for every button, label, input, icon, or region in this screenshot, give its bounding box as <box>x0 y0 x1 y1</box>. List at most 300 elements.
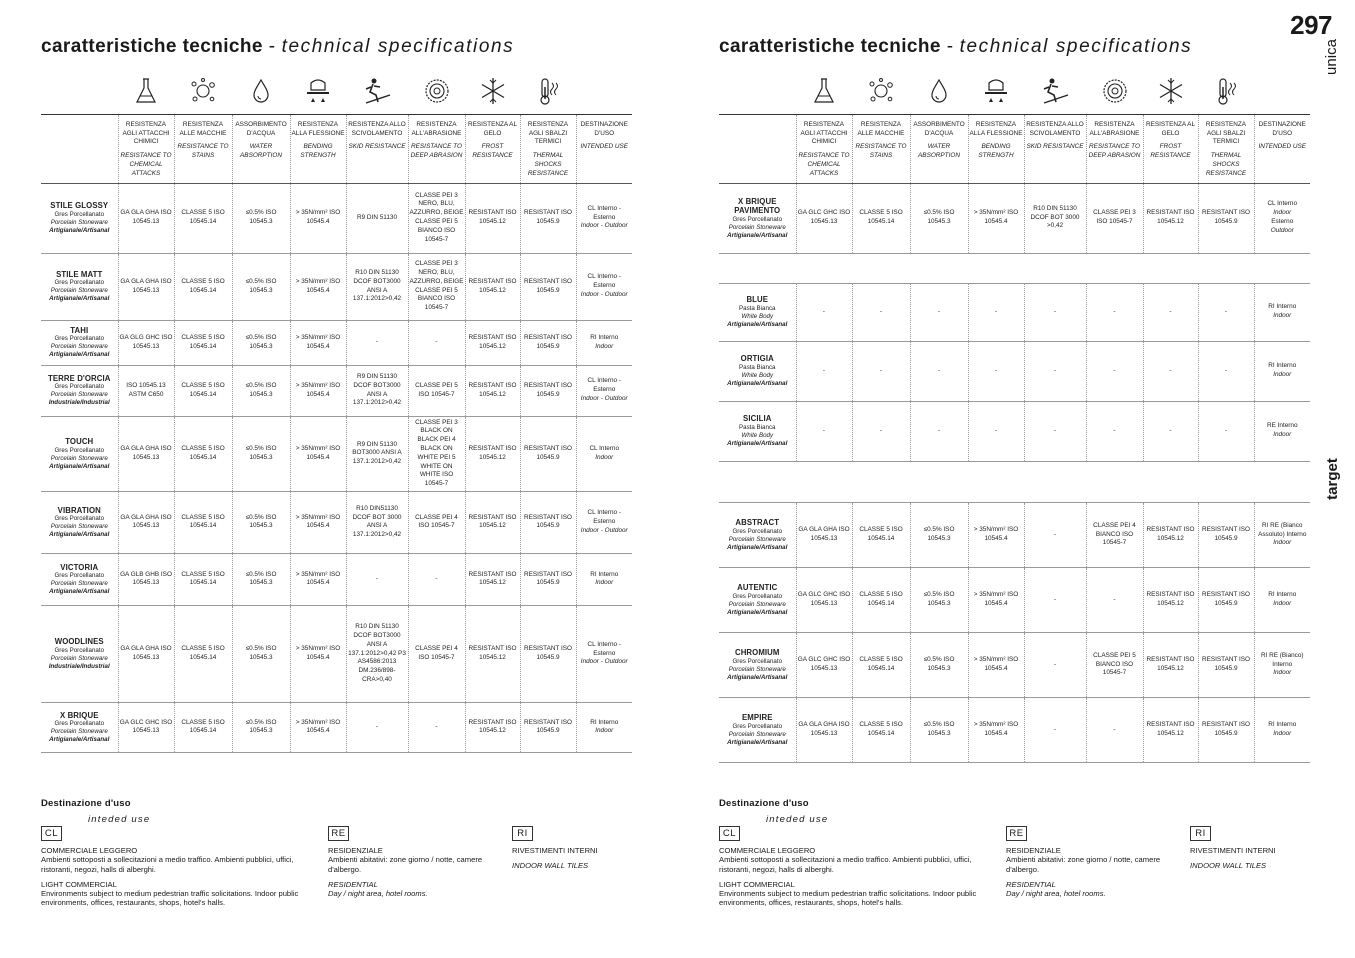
row-spacer <box>719 253 1310 283</box>
abrasion-disc-icon <box>422 75 452 107</box>
use-code: RI Interno <box>590 333 619 341</box>
product-material-en: Porcelain Stoneware <box>50 391 108 399</box>
spec-cell-abrasion: - <box>1086 698 1143 763</box>
product-cell <box>41 416 118 491</box>
spec-cell-bending: > 35N/mm² ISO 10545.4 <box>290 183 346 253</box>
spec-cell-stains: CLASSE 5 ISO 10545.14 <box>852 633 910 698</box>
use-en: Indoor <box>595 727 614 735</box>
product-material: Gres Porcellanato <box>54 446 105 454</box>
spec-cell-frost: RESISTANT ISO 10545.12 <box>465 416 520 491</box>
spec-cell-skid: R9 DIN 51130 <box>346 183 408 253</box>
spec-cell-chem: - <box>796 341 852 401</box>
column-header-en: FROST RESISTANCE <box>1150 143 1191 160</box>
spec-cell-chem: GA GLA GHA ISO 10545.13 <box>118 491 174 553</box>
product-material: Gres Porcellanato <box>54 572 105 580</box>
use-en: Indoor - Outdoor <box>580 222 628 230</box>
intended-use-cell <box>576 320 632 365</box>
intended-use-cell <box>1254 503 1310 568</box>
product-name: AUTENTIC <box>737 583 778 593</box>
spec-cell-frost: - <box>1143 341 1198 401</box>
spec-cell-thermal: - <box>1198 341 1254 401</box>
legend-re-head: RESIDENZIALE <box>328 846 383 856</box>
product-name: ORTIGIA <box>740 354 774 364</box>
spec-cell-frost: - <box>1143 283 1198 341</box>
icon-cell <box>852 73 910 114</box>
column-header <box>465 114 520 183</box>
spec-cell-frost: RESISTANT ISO 10545.12 <box>465 553 520 605</box>
spec-cell-thermal: RESISTANT ISO 10545.9 <box>520 320 576 365</box>
column-header-it: RESISTENZA AGLI ATTACCHI CHIMICI <box>122 120 170 146</box>
spec-cell-frost: - <box>1143 401 1198 461</box>
table-row <box>719 341 1310 401</box>
icon-cell <box>1086 73 1143 114</box>
product-name: TERRE D'ORCIA <box>48 373 111 383</box>
intended-use-cell <box>1254 633 1310 698</box>
legend-re-text-en: Day / night area, hotel rooms. <box>328 889 428 899</box>
right-page <box>678 0 1355 958</box>
spec-cell-skid: - <box>1024 503 1086 568</box>
spec-cell-abrasion: CLASSE PEI 4 BIANCO ISO 10545-7 <box>1086 503 1143 568</box>
bending-icon <box>303 75 333 107</box>
spec-cell-stains: CLASSE 5 ISO 10545.14 <box>174 183 232 253</box>
use-code: RI Interno <box>1268 362 1297 370</box>
spec-cell-thermal: - <box>1198 283 1254 341</box>
spec-cell-bending: > 35N/mm² ISO 10545.4 <box>290 253 346 320</box>
spec-cell-chem: GA GLA GHA ISO 10545.13 <box>118 605 174 702</box>
use-code: RI Interno <box>1268 591 1297 599</box>
table-row <box>719 283 1310 341</box>
intended-use-cell <box>576 553 632 605</box>
product-name: X BRIQUE <box>60 710 99 720</box>
product-cell <box>719 633 796 698</box>
spec-cell-thermal: RESISTANT ISO 10545.9 <box>520 491 576 553</box>
product-name: EMPIRE <box>742 713 773 723</box>
column-header-it: ASSORBIMENTO D'ACQUA <box>235 120 287 137</box>
spec-cell-skid: - <box>1024 633 1086 698</box>
column-header-en: RESISTANCE TO STAINS <box>177 143 229 160</box>
spec-cell-bending: - <box>968 283 1024 341</box>
column-header-en: THERMAL SHOCKS RESISTANCE <box>527 152 569 177</box>
product-material: Gres Porcellanato <box>54 720 105 728</box>
product-material-en: Porcelain Stoneware <box>50 287 108 295</box>
slip-icon <box>362 75 392 107</box>
product-type: Artigianale/Artisanal <box>727 738 788 746</box>
product-material-en: White Body <box>741 431 774 439</box>
column-header-it: RESISTENZA AGLI ATTACCHI CHIMICI <box>800 120 848 146</box>
product-type: Artigianale/Artisanal <box>49 351 110 359</box>
legend-cl-text-en: Environments subject to medium pedestrian traffic solicitations. Indoor public environments, offices, restaurants, shops, hotel's halls. <box>41 889 299 908</box>
legend-cl-text: Ambienti sottoposti a sollecitazioni a medio traffico. Ambienti pubblici, uffici, ristoranti, negozi, halls di alberghi. <box>719 855 972 874</box>
use-code: CL Interno - Esterno <box>587 509 621 526</box>
spec-cell-water: ≤0.5% ISO 10545.3 <box>232 253 290 320</box>
spec-cell-bending: > 35N/mm² ISO 10545.4 <box>968 568 1024 633</box>
product-material-en: Porcelain Stoneware <box>728 535 786 543</box>
icon-cell <box>118 73 174 114</box>
column-header-it: RESISTENZA ALLE MACCHIE <box>179 120 227 137</box>
table-row <box>41 253 632 320</box>
product-type: Artigianale/Artisanal <box>49 736 110 744</box>
spec-cell-thermal: - <box>1198 401 1254 461</box>
icon-cell <box>408 73 465 114</box>
product-material: Gres Porcellanato <box>54 335 105 343</box>
spec-cell-skid: - <box>346 320 408 365</box>
spec-cell-water: ≤0.5% ISO 10545.3 <box>232 702 290 752</box>
product-type: Artigianale/Artisanal <box>727 673 788 681</box>
spec-cell-abrasion: - <box>1086 341 1143 401</box>
product-type: Industriale/Industrial <box>48 399 110 407</box>
splash-icon <box>188 75 218 107</box>
product-material: Gres Porcellanato <box>732 527 783 535</box>
icon-cell <box>465 73 520 114</box>
icon-row-blank <box>576 73 632 114</box>
spec-cell-frost: RESISTANT ISO 10545.12 <box>465 365 520 416</box>
table-row <box>41 553 632 605</box>
spec-cell-frost: RESISTANT ISO 10545.12 <box>1143 633 1198 698</box>
table-row <box>41 320 632 365</box>
header-blank <box>719 114 796 183</box>
spec-cell-bending: > 35N/mm² ISO 10545.4 <box>968 633 1024 698</box>
column-header <box>910 114 968 183</box>
spec-cell-frost: RESISTANT ISO 10545.12 <box>1143 183 1198 253</box>
spec-cell-chem: GA GLC GHC ISO 10545.13 <box>796 568 852 633</box>
legend-re <box>1006 826 1176 898</box>
use-code: CL Interno - Esterno <box>587 640 621 657</box>
column-header-en: SKID RESISTANCE <box>348 143 406 151</box>
spec-cell-bending: > 35N/mm² ISO 10545.4 <box>968 503 1024 568</box>
spec-cell-skid: - <box>1024 283 1086 341</box>
product-type: Artigianale/Artisanal <box>49 588 110 596</box>
product-cell <box>719 183 796 253</box>
product-cell <box>41 183 118 253</box>
column-header <box>1086 114 1143 183</box>
table-row <box>719 503 1310 568</box>
product-type: Artigianale/Artisanal <box>727 608 788 616</box>
legend-ri-head-en: INDOOR WALL TILES <box>512 861 589 871</box>
spec-cell-frost: RESISTANT ISO 10545.12 <box>1143 568 1198 633</box>
code-badge-ri: RI <box>1190 826 1211 841</box>
spec-cell-abrasion: - <box>408 320 465 365</box>
spec-cell-stains: CLASSE 5 ISO 10545.14 <box>174 702 232 752</box>
code-badge-cl: CL <box>719 826 740 841</box>
legend-re-text: Ambienti abitativi: zone giorno / notte, camere d'albergo. <box>1006 855 1161 874</box>
spec-cell-abrasion: CLASSE PEI 4 ISO 10545-7 <box>408 491 465 553</box>
product-material-en: Porcelain Stoneware <box>50 343 108 351</box>
legend-right <box>719 798 1339 938</box>
page-number: 297 <box>1290 10 1332 40</box>
column-header-it: RESISTENZA AL GELO <box>1145 120 1195 137</box>
legend-re-head-en: RESIDENTIAL <box>1006 879 1056 889</box>
legend-cl-head: COMMERCIALE LEGGERO <box>41 846 138 856</box>
spec-cell-chem: GA GLA GHA ISO 10545.13 <box>118 416 174 491</box>
table-row <box>719 183 1310 253</box>
spec-cell-stains: CLASSE 5 ISO 10545.14 <box>174 605 232 702</box>
legend-cl-head-en: LIGHT COMMERCIAL <box>41 879 117 889</box>
column-header <box>174 114 232 183</box>
intended-use-cell <box>1254 183 1310 253</box>
column-header-it: RESISTENZA ALLA FLESSIONE <box>969 120 1023 137</box>
intended-use-cell <box>1254 283 1310 341</box>
product-material-en: Porcelain Stoneware <box>50 728 108 736</box>
splash-icon <box>866 75 896 107</box>
spec-cell-chem: GA GLA GHA ISO 10545.13 <box>118 253 174 320</box>
spec-cell-abrasion: - <box>1086 283 1143 341</box>
spec-cell-skid: R10 DIN 51130 DCOF BOT 3000 >0,42 <box>1024 183 1086 253</box>
spec-cell-abrasion: - <box>1086 568 1143 633</box>
spec-cell-bending: > 35N/mm² ISO 10545.4 <box>290 365 346 416</box>
spec-cell-stains: CLASSE 5 ISO 10545.14 <box>174 365 232 416</box>
column-header-en: SKID RESISTANCE <box>1026 143 1084 151</box>
spec-cell-water: ≤0.5% ISO 10545.3 <box>910 183 968 253</box>
product-name: VICTORIA <box>60 562 99 572</box>
product-name: VIBRATION <box>57 505 101 515</box>
product-material: Pasta Bianca <box>739 304 776 312</box>
spec-table-right <box>719 73 1310 763</box>
legend-ri-head: RIVESTIMENTI INTERNI <box>1190 846 1276 856</box>
spec-cell-abrasion: CLASSE PEI 3 ISO 10545-7 <box>1086 183 1143 253</box>
spec-cell-skid: R9 DIN 51130 DCOF BOT3000 ANSI A 137.1:2012>0,42 <box>346 365 408 416</box>
product-name: ABSTRACT <box>735 518 780 528</box>
product-cell <box>41 491 118 553</box>
spec-cell-chem: GA GLB GHB ISO 10545.13 <box>118 553 174 605</box>
icon-cell <box>796 73 852 114</box>
product-cell <box>41 320 118 365</box>
spec-cell-skid: - <box>1024 568 1086 633</box>
intended-use-cell <box>576 365 632 416</box>
icon-cell <box>290 73 346 114</box>
spec-cell-stains: - <box>852 401 910 461</box>
intended-use-cell <box>1254 341 1310 401</box>
table-row <box>41 416 632 491</box>
column-header-en: RESISTANCE TO DEEP ABRASION <box>410 143 463 160</box>
spec-cell-stains: CLASSE 5 ISO 10545.14 <box>852 698 910 763</box>
icon-row-blank <box>1254 73 1310 114</box>
spec-cell-water: - <box>910 401 968 461</box>
use-code: RI Interno <box>1268 303 1297 311</box>
spec-cell-thermal: RESISTANT ISO 10545.9 <box>1198 698 1254 763</box>
spec-cell-chem: - <box>796 283 852 341</box>
product-cell <box>719 503 796 568</box>
spec-cell-water: ≤0.5% ISO 10545.3 <box>232 365 290 416</box>
legend-cl-text-en: Environments subject to medium pedestrian traffic solicitations. Indoor public environments, offices, restaurants, shops, hotel's halls. <box>719 889 977 908</box>
spec-cell-thermal: RESISTANT ISO 10545.9 <box>520 553 576 605</box>
column-header-it: RESISTENZA ALLE MACCHIE <box>857 120 905 137</box>
column-header-it: RESISTENZA ALL'ABRASIONE <box>411 120 462 137</box>
use-code: RE Interno <box>1266 422 1298 430</box>
use-en: Indoor - Outdoor <box>580 290 628 298</box>
column-header-it: RESISTENZA AGLI SBALZI TERMICI <box>1205 120 1247 146</box>
product-material: Gres Porcellanato <box>732 215 783 223</box>
product-material-en: White Body <box>741 312 774 320</box>
product-type: Artigianale/Artisanal <box>49 226 110 234</box>
spec-cell-chem: GA GLC GHC ISO 10545.13 <box>796 633 852 698</box>
icon-cell <box>968 73 1024 114</box>
spec-cell-thermal: RESISTANT ISO 10545.9 <box>1198 183 1254 253</box>
product-type: Artigianale/Artisanal <box>727 379 788 387</box>
product-type: Artigianale/Artisanal <box>49 462 110 470</box>
product-material: Gres Porcellanato <box>54 210 105 218</box>
product-name: SICILIA <box>743 414 772 424</box>
legend-cl-text: Ambienti sottoposti a sollecitazioni a medio traffico. Ambienti pubblici, uffici, ristoranti, negozi, halls di alberghi. <box>41 855 294 874</box>
page-title: caratteristiche tecniche - technical specifications <box>719 36 1193 57</box>
use-en: Indoor <box>1273 209 1292 217</box>
product-material-en: Porcelain Stoneware <box>50 454 108 462</box>
product-material-en: Porcelain Stoneware <box>728 223 786 231</box>
table-row <box>41 491 632 553</box>
table-row <box>719 633 1310 698</box>
column-header-it: ASSORBIMENTO D'ACQUA <box>913 120 965 137</box>
icon-row-blank <box>719 73 796 114</box>
product-name: STILE MATT <box>56 269 103 279</box>
column-header-en: BENDING STRENGTH <box>978 143 1014 160</box>
column-header <box>408 114 465 183</box>
column-header-en: WATER ABSORPTION <box>240 143 282 160</box>
snowflake-icon <box>1156 75 1186 107</box>
column-header <box>520 114 576 183</box>
column-header-it: RESISTENZA ALL'ABRASIONE <box>1089 120 1140 137</box>
thermometer-icon <box>533 75 563 107</box>
spec-cell-stains: CLASSE 5 ISO 10545.14 <box>174 491 232 553</box>
icon-row <box>719 73 1310 114</box>
spec-cell-chem: GA GLA GHA ISO 10545.13 <box>118 183 174 253</box>
spec-cell-bending: > 35N/mm² ISO 10545.4 <box>290 605 346 702</box>
spec-cell-water: ≤0.5% ISO 10545.3 <box>232 553 290 605</box>
spec-cell-chem: GA GLC GHC ISO 10545.13 <box>796 183 852 253</box>
product-material: Pasta Bianca <box>739 363 776 371</box>
row-spacer-cell <box>719 461 1310 498</box>
legend-ri-head: RIVESTIMENTI INTERNI <box>512 846 598 856</box>
product-material-en: White Body <box>741 371 774 379</box>
flask-icon <box>131 75 161 107</box>
spec-cell-bending: > 35N/mm² ISO 10545.4 <box>968 183 1024 253</box>
use-en: Indoor <box>1273 730 1292 738</box>
code-badge-cl: CL <box>41 826 62 841</box>
spec-cell-water: ≤0.5% ISO 10545.3 <box>232 605 290 702</box>
spec-cell-frost: RESISTANT ISO 10545.12 <box>465 491 520 553</box>
product-cell <box>719 341 796 401</box>
spec-cell-abrasion: - <box>408 553 465 605</box>
code-badge-ri: RI <box>512 826 533 841</box>
spec-cell-bending: > 35N/mm² ISO 10545.4 <box>290 702 346 752</box>
intended-use-cell <box>576 605 632 702</box>
side-label-unica: unica <box>1323 39 1340 75</box>
column-header-en: RESISTANCE TO DEEP ABRASION <box>1088 143 1141 160</box>
page-title: caratteristiche tecniche - technical specifications <box>41 36 515 57</box>
use-en: Indoor <box>1273 371 1292 379</box>
column-header-it: DESTINAZIONE D'USO <box>580 120 628 137</box>
product-material: Gres Porcellanato <box>54 646 105 654</box>
column-header <box>232 114 290 183</box>
use-en: Indoor <box>1273 539 1292 547</box>
product-material-en: Porcelain Stoneware <box>728 730 786 738</box>
column-headers <box>719 114 1310 183</box>
water-drop-icon <box>924 75 954 107</box>
row-spacer <box>719 461 1310 498</box>
product-type: Artigianale/Artisanal <box>727 231 788 239</box>
spec-cell-abrasion: CLASSE PEI 4 ISO 10545-7 <box>408 605 465 702</box>
column-header-it: RESISTENZA ALLO SCIVOLAMENTO <box>1026 120 1084 137</box>
spec-cell-abrasion: CLASSE PEI 3 BLACK ON BLACK PEI 4 BLACK ON WHITE PEI 5 WHITE ON WHITE ISO 10545-7 <box>408 416 465 491</box>
icon-cell <box>232 73 290 114</box>
legend-cl-head-en: LIGHT COMMERCIAL <box>719 879 795 889</box>
use-code: CL Interno - Esterno <box>587 273 621 290</box>
column-headers <box>41 114 632 183</box>
spec-cell-thermal: RESISTANT ISO 10545.9 <box>520 183 576 253</box>
product-cell <box>41 605 118 702</box>
column-header <box>290 114 346 183</box>
intended-use-cell <box>576 491 632 553</box>
icon-cell <box>174 73 232 114</box>
spec-cell-chem: GA GLA GHA ISO 10545.13 <box>796 503 852 568</box>
icon-cell <box>520 73 576 114</box>
table-row <box>719 401 1310 461</box>
column-header-en: RESISTANCE TO CHEMICAL ATTACKS <box>120 152 172 177</box>
spec-cell-bending: > 35N/mm² ISO 10545.4 <box>290 416 346 491</box>
product-type: Industriale/Industrial <box>48 662 110 670</box>
spec-cell-bending: - <box>968 401 1024 461</box>
spec-cell-chem: GA GLC GHC ISO 10545.13 <box>118 702 174 752</box>
spec-cell-water: ≤0.5% ISO 10545.3 <box>910 698 968 763</box>
bending-icon <box>981 75 1011 107</box>
column-header <box>118 114 174 183</box>
code-badge-re: RE <box>1006 826 1027 841</box>
product-name: WOODLINES <box>54 637 104 647</box>
spec-cell-frost: RESISTANT ISO 10545.12 <box>465 702 520 752</box>
spec-cell-stains: - <box>852 283 910 341</box>
product-cell <box>719 401 796 461</box>
use-code: RI RE (Bianco) Interno <box>1260 651 1304 668</box>
use-code: RI RE (Bianco Assoluto) Interno <box>1258 521 1307 538</box>
column-header-it: RESISTENZA AL GELO <box>467 120 517 137</box>
product-type: Artigianale/Artisanal <box>727 543 788 551</box>
spec-cell-water: - <box>910 341 968 401</box>
spec-cell-stains: CLASSE 5 ISO 10545.14 <box>174 416 232 491</box>
product-material: Pasta Bianca <box>739 423 776 431</box>
spec-cell-thermal: RESISTANT ISO 10545.9 <box>520 253 576 320</box>
legend-title: Destinazione d'uso <box>719 798 809 809</box>
product-cell <box>719 283 796 341</box>
legend-re-text: Ambienti abitativi: zone giorno / notte, camere d'albergo. <box>328 855 483 874</box>
header-blank <box>41 114 118 183</box>
legend-subtitle: inteded use <box>766 814 829 825</box>
spec-cell-thermal: RESISTANT ISO 10545.9 <box>520 702 576 752</box>
icon-row-blank <box>41 73 118 114</box>
row-spacer-cell <box>719 253 1310 283</box>
column-header <box>1198 114 1254 183</box>
spec-table-left <box>41 73 632 753</box>
use-code: CL Interno <box>589 444 620 452</box>
legend-title: Destinazione d'uso <box>41 798 131 809</box>
water-drop-icon <box>246 75 276 107</box>
use-code: CL Interno - Esterno <box>587 377 621 394</box>
use-en: Indoor <box>595 579 614 587</box>
spec-cell-abrasion: - <box>408 702 465 752</box>
spec-cell-abrasion: CLASSE PEI 3 NERO, BLU, AZZURRO, BEIGE CLASSE PEI 5 BIANCO ISO 10545-7 <box>408 253 465 320</box>
use-en-2: Outdoor <box>1270 226 1294 234</box>
spec-cell-water: ≤0.5% ISO 10545.3 <box>910 568 968 633</box>
use-code: RI Interno <box>590 718 619 726</box>
spec-cell-skid: - <box>1024 341 1086 401</box>
spec-cell-thermal: RESISTANT ISO 10545.9 <box>520 365 576 416</box>
use-en: Indoor - Outdoor <box>580 526 628 534</box>
product-type: Artigianale/Artisanal <box>727 320 788 328</box>
thermometer-icon <box>1211 75 1241 107</box>
product-material: Gres Porcellanato <box>54 279 105 287</box>
column-header <box>796 114 852 183</box>
spec-cell-stains: CLASSE 5 ISO 10545.14 <box>174 320 232 365</box>
column-header-it: RESISTENZA ALLA FLESSIONE <box>291 120 345 137</box>
legend-cl <box>41 826 301 907</box>
spec-cell-skid: - <box>346 553 408 605</box>
